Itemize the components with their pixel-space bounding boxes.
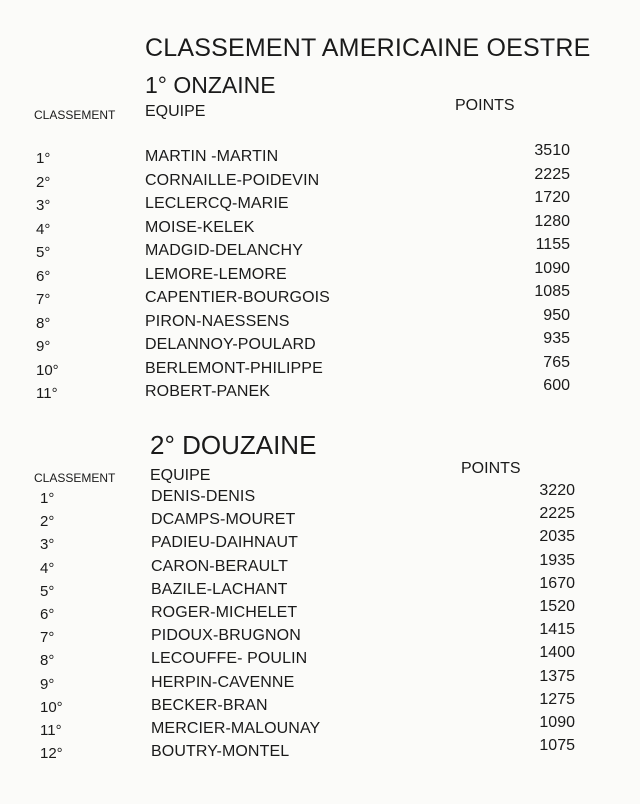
team-cell: LECLERCQ-MARIE — [145, 195, 289, 212]
rank-cell: 3° — [40, 536, 55, 554]
rank-cell: 7° — [36, 291, 51, 308]
rank-cell: 5° — [36, 244, 51, 261]
team-cell: PIDOUX-BRUGNON — [151, 627, 301, 645]
points-cell: 1090 — [539, 714, 575, 731]
team-cell: ROGER-MICHELET — [151, 604, 298, 621]
points-cell: 1935 — [539, 551, 575, 569]
points-cell: 3220 — [539, 482, 575, 499]
rank-cell: 10° — [36, 361, 59, 379]
rank-cell: 9° — [40, 675, 55, 693]
points-cell: 1090 — [534, 259, 570, 277]
rank-cell: 5° — [40, 582, 55, 600]
rank-cell: 10° — [40, 698, 63, 716]
team-cell: MERCIER-MALOUNAY — [151, 720, 321, 737]
team-cell: DCAMPS-MOURET — [151, 511, 296, 529]
points-cell: 2225 — [539, 505, 575, 523]
document-title: CLASSEMENT AMERICAINE OESTRE — [145, 34, 591, 62]
points-cell: 1400 — [539, 644, 575, 662]
team-cell: MOISE-KELEK — [145, 218, 255, 236]
team-cell: BECKER-BRAN — [151, 696, 268, 714]
points-cell: 935 — [543, 330, 570, 347]
points-cell: 600 — [543, 377, 570, 394]
rank-cell: 9° — [36, 338, 51, 355]
team-cell: MARTIN -MARTIN — [145, 148, 279, 165]
points-cell: 1520 — [539, 598, 575, 615]
rank-cell: 4° — [40, 559, 55, 577]
header-points: POINTS — [461, 460, 521, 477]
points-cell: 950 — [543, 306, 570, 324]
rank-cell: 12° — [40, 745, 63, 763]
team-cell: HERPIN-CAVENNE — [151, 673, 295, 691]
points-cell: 1280 — [534, 212, 570, 230]
points-cell: 1415 — [539, 621, 575, 639]
points-cell: 3510 — [534, 142, 570, 159]
team-cell: CARON-BERAULT — [151, 557, 289, 575]
rank-cell: 2° — [36, 173, 51, 191]
points-cell: 1275 — [539, 690, 575, 708]
section-title-douzaine: 2° DOUZAINE — [150, 430, 317, 460]
points-cell: 1075 — [539, 737, 575, 755]
points-cell: 1155 — [535, 236, 570, 253]
rank-cell: 11° — [40, 722, 62, 739]
rank-cell: 6° — [36, 267, 51, 285]
table-row — [0, 377, 640, 405]
team-cell: PIRON-NAESSENS — [145, 312, 290, 330]
table-row — [0, 737, 640, 765]
header-equipe: EQUIPE — [145, 103, 206, 120]
team-cell: BERLEMONT-PHILIPPE — [145, 359, 323, 377]
team-cell: DENIS-DENIS — [151, 488, 256, 505]
team-cell: CAPENTIER-BOURGOIS — [145, 289, 330, 306]
rank-cell: 2° — [40, 513, 55, 531]
header-points: POINTS — [455, 97, 515, 114]
header-classement: CLASSEMENT — [34, 471, 116, 485]
points-cell: 2035 — [539, 528, 575, 546]
points-cell: 765 — [543, 353, 570, 371]
rank-cell: 4° — [36, 220, 51, 238]
team-cell: BAZILE-LACHANT — [151, 580, 288, 598]
section-title-onzaine: 1° ONZAINE — [145, 72, 276, 98]
header-equipe: EQUIPE — [150, 467, 211, 484]
team-cell: MADGID-DELANCHY — [145, 242, 303, 259]
rank-cell: 8° — [36, 314, 51, 332]
points-cell: 2225 — [534, 165, 570, 183]
points-cell: 1375 — [539, 667, 575, 685]
rank-cell: 3° — [36, 197, 51, 214]
rank-cell: 11° — [36, 385, 58, 402]
header-classement: CLASSEMENT — [34, 108, 116, 122]
team-cell: DELANNOY-POULARD — [145, 336, 316, 353]
team-cell: ROBERT-PANEK — [145, 383, 271, 400]
rank-cell: 7° — [40, 629, 55, 647]
rank-cell: 6° — [40, 606, 55, 623]
team-cell: BOUTRY-MONTEL — [151, 743, 290, 761]
team-cell: LECOUFFE- POULIN — [151, 650, 308, 668]
rank-cell: 1° — [40, 490, 55, 507]
team-cell: LEMORE-LEMORE — [145, 265, 287, 283]
team-cell: CORNAILLE-POIDEVIN — [145, 171, 320, 189]
rank-cell: 1° — [36, 150, 51, 167]
points-cell: 1085 — [534, 283, 570, 300]
rank-cell: 8° — [40, 652, 55, 670]
points-cell: 1720 — [534, 189, 570, 206]
team-cell: PADIEU-DAIHNAUT — [151, 534, 298, 552]
points-cell: 1670 — [539, 574, 575, 592]
